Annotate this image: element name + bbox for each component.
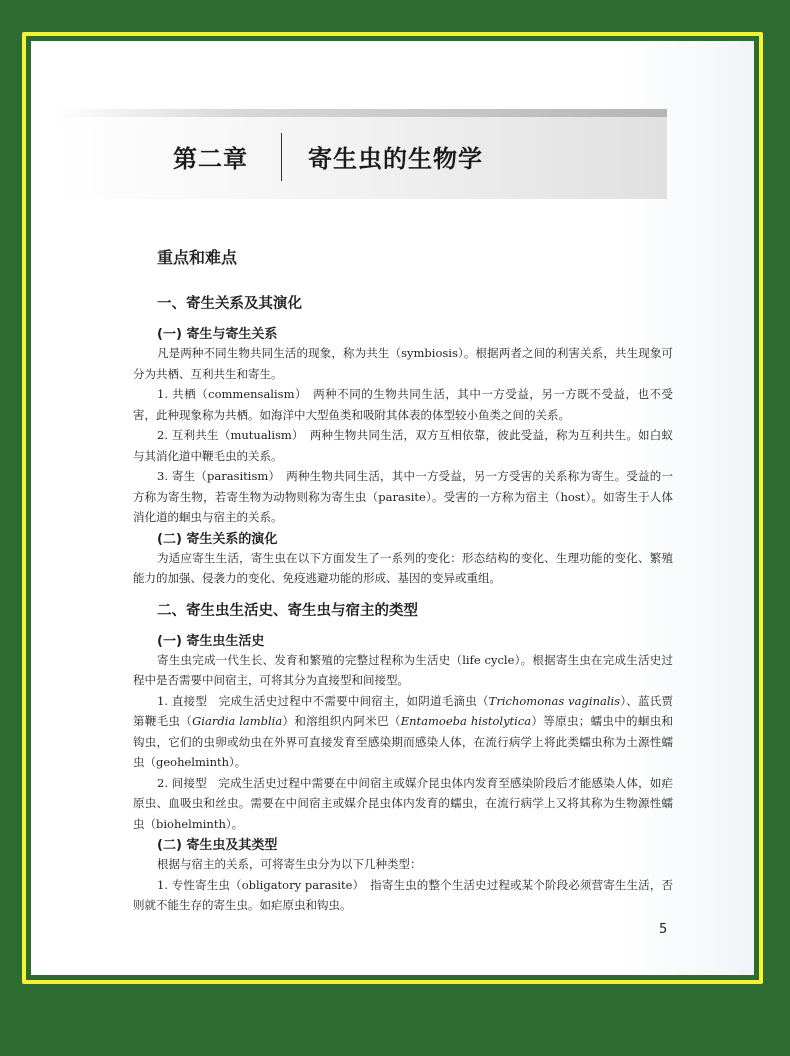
paragraph: 2. 间接型 完成生活史过程中需要在中间宿主或媒介昆虫体内发育至感染阶段后才能感染人体，如疟原虫、血吸虫和丝虫。需要在中间宿主或媒介昆虫体内发育的蠕虫，在流行病学上又将其称为生物源性蠕虫（biohelminth）。 xyxy=(133,775,673,831)
section-2-1-title: (一) 寄生虫生活史 xyxy=(157,633,265,649)
paragraph: 3. 寄生（parasitism） 两种生物共同生活，其中一方受益，另一方受害的关系称为寄生。受益的一方称为寄生物，若寄生物为动物则称为寄生虫（parasite）。受害的一方称为宿主（host）。如寄生于人体消化道的蛔虫与宿主的关系。 xyxy=(133,469,673,524)
book-page xyxy=(31,41,754,975)
chapter-title: 寄生虫的生物学 xyxy=(308,145,483,173)
paragraph: 寄生虫完成一代生长、发育和繁殖的完整过程称为生活史（life cycle）。根据寄生虫在完成生活史过程中是否需要中间宿主，可将其分为直接型和间接型。 xyxy=(133,652,673,687)
chapter-header-band xyxy=(53,109,667,199)
chapter-divider xyxy=(281,133,282,181)
paragraph: 2. 互利共生（mutualism） 两种生物共同生活，双方互相依靠，彼此受益，称为互利共生。如白蚁与其消化道中鞭毛虫的关系。 xyxy=(133,428,673,463)
section-2-2-title: (二) 寄生虫及其类型 xyxy=(157,838,278,853)
outer-yellow-frame xyxy=(22,32,763,984)
text-run: 1. 直接型 完成生活史过程中不需要中间宿主，如阴道毛滴虫（ xyxy=(157,693,489,708)
paragraph: 凡是两种不同生物共同生活的现象，称为共生（symbiosis）。根据两者之间的利害关系，共生现象可分为共栖、互利共生和寄生。 xyxy=(133,346,673,381)
page-content xyxy=(133,245,673,916)
paragraph: 1. 共栖（commensalism） 两种不同的生物共同生活，其中一方受益，另一方既不受益，也不受害，此种现象称为共栖。如海洋中大型鱼类和吸附其体表的体型较小鱼类之间的关系。 xyxy=(133,387,673,422)
species-name: Trichomonas vaginalis xyxy=(488,693,621,708)
section-1-1-title: (一) 寄生与寄生关系 xyxy=(157,327,278,342)
section-2-title: 二、寄生虫生活史、寄生虫与宿主的类型 xyxy=(157,602,418,619)
paragraph: 为适应寄生生活，寄生虫在以下方面发生了一系列的变化：形态结构的变化、生理功能的变化、繁殖能力的加强、侵袭力的变化、免疫逃避功能的形成、基因的变异或重组。 xyxy=(133,550,673,585)
chapter-header-bar xyxy=(53,109,667,117)
inner-green-border xyxy=(26,36,759,980)
species-name: Entamoeba histolytica xyxy=(400,714,532,728)
section-1-title: 一、寄生关系及其演化 xyxy=(157,296,302,312)
species-name: Giardia lamblia xyxy=(192,714,283,728)
paragraph-direct-type xyxy=(133,691,673,773)
section-1-2-title: (二) 寄生关系的演化 xyxy=(157,531,278,547)
chapter-number: 第二章 xyxy=(173,145,248,173)
text-run: ）等原虫；蠕虫中的蛔虫和钩虫，它们的虫卵或幼虫在外界可直接发育至感染期而感染人体，在流行病学上将此类蠕虫称为土源性蠕虫（geohelminth）。 xyxy=(133,714,674,769)
text-run: ）和溶组织内阿米巴（ xyxy=(282,714,401,728)
paragraph: 1. 专性寄生虫（obligatory parasite） 指寄生虫的整个生活史过程或某个阶段必须营寄生生活，否则就不能生存的寄生虫。如疟原虫和钩虫。 xyxy=(133,877,673,912)
text-run: ）、蓝氏贾第鞭毛虫（ xyxy=(133,693,674,728)
page-number: 5 xyxy=(659,922,668,937)
key-points-heading: 重点和难点 xyxy=(157,248,238,267)
paragraph: 根据与宿主的关系，可将寄生虫分为以下几种类型： xyxy=(157,857,422,871)
